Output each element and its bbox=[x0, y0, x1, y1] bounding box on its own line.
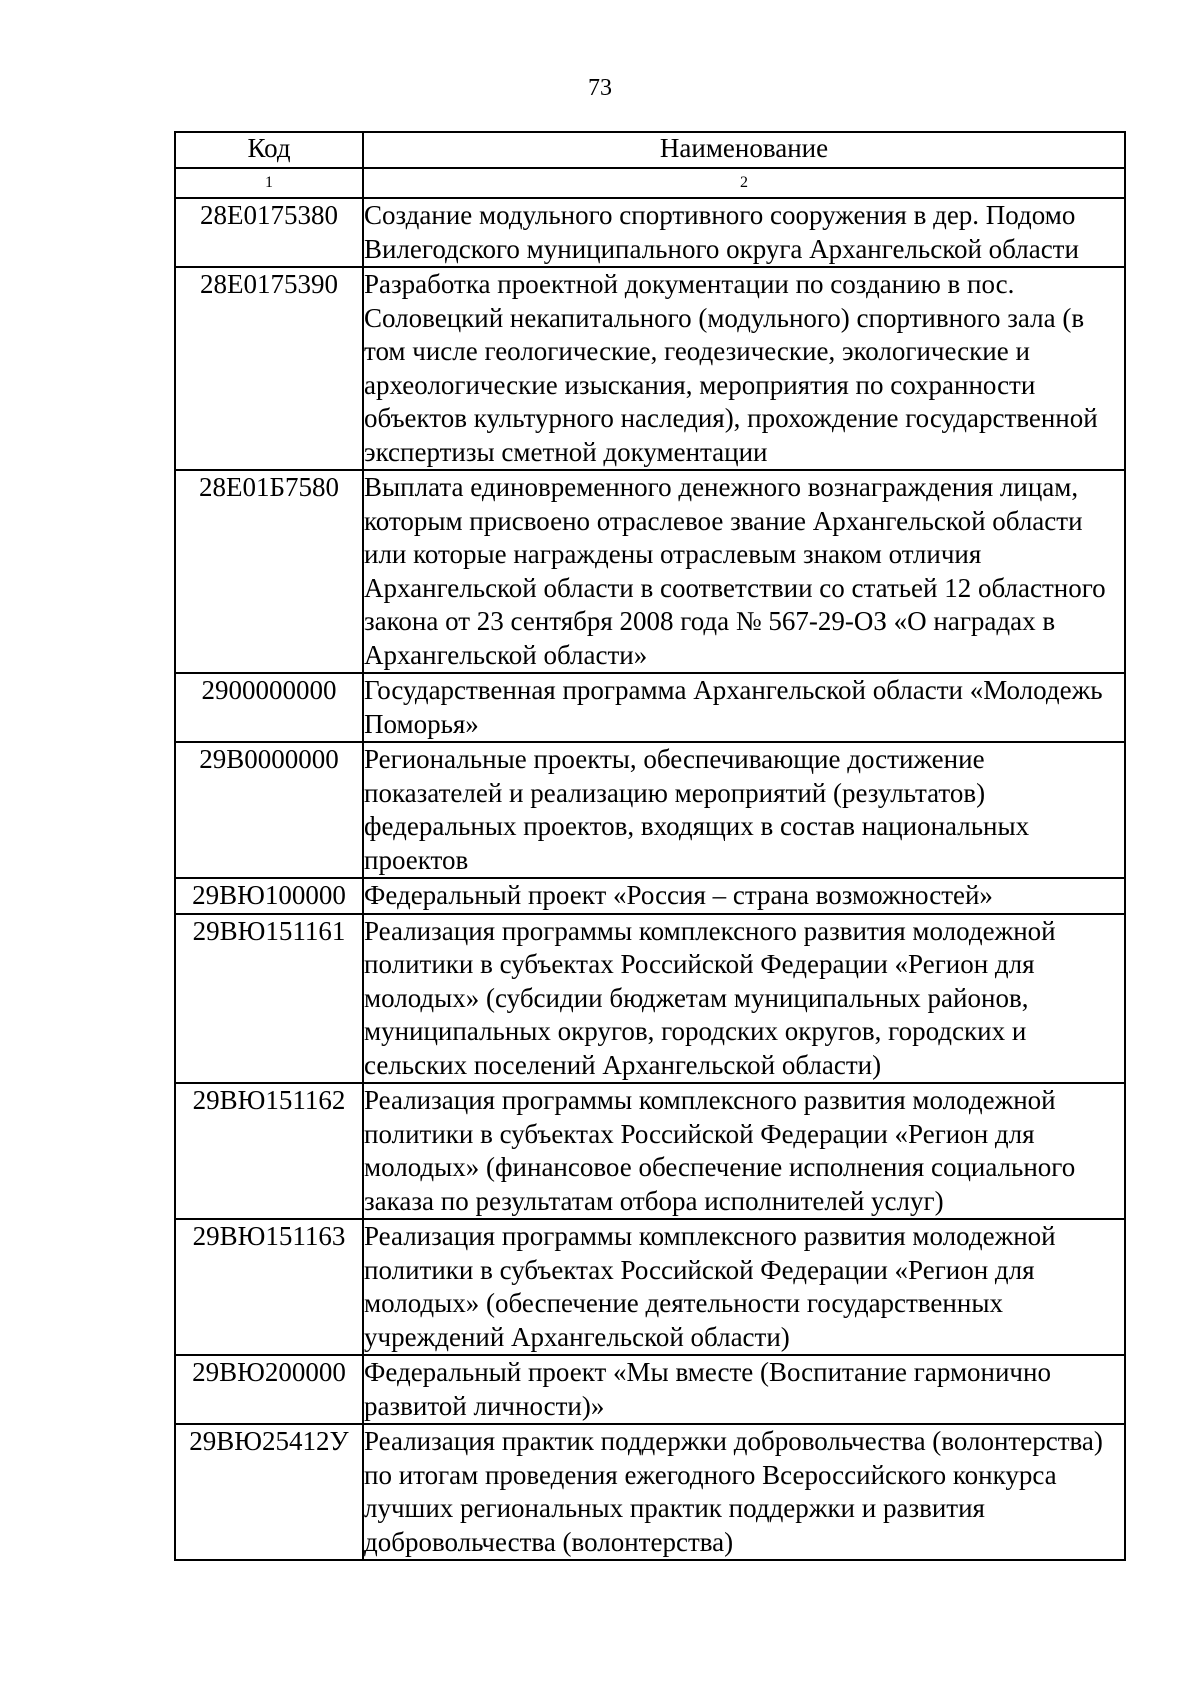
row-name: Разработка проектной документации по созданию в пос. Соловецкий некапитального (модульного) спортивного зала (в том числе геологические, геодезические, экологические и археологические изыскания, мероприятия по сохранности объектов культурного наследия), прохождение государственной экспертизы сметной документации bbox=[363, 267, 1125, 470]
table-body bbox=[175, 198, 1125, 1560]
row-name: Выплата единовременного денежного вознаграждения лицам, которым присвоено отраслевое звание Архангельской области или которые награждены отраслевым знаком отличия Архангельской области в соответствии со статьей 12 областного закона от 23 сентября 2008 года № 567-29-ОЗ «О наградах в Архангельской области» bbox=[363, 470, 1125, 673]
row-name: Создание модульного спортивного сооружения в дер. Подомо Вилегодского муниципального округа Архангельской области bbox=[363, 198, 1125, 267]
row-code: 29ВЮ151163 bbox=[175, 1219, 363, 1355]
table-row bbox=[175, 1424, 1125, 1560]
row-name: Федеральный проект «Мы вместе (Воспитание гармонично развитой личности)» bbox=[363, 1355, 1125, 1424]
page-number: 73 bbox=[588, 75, 612, 101]
row-code: 29ВЮ100000 bbox=[175, 878, 363, 914]
table-row bbox=[175, 1083, 1125, 1219]
column-number-name: 2 bbox=[363, 168, 1125, 198]
budget-codes-table bbox=[174, 131, 1126, 1561]
row-code: 29В0000000 bbox=[175, 742, 363, 878]
table-row bbox=[175, 267, 1125, 470]
table-row bbox=[175, 673, 1125, 742]
row-code: 29ВЮ200000 bbox=[175, 1355, 363, 1424]
row-code: 28Е0175380 bbox=[175, 198, 363, 267]
row-code: 29ВЮ151162 bbox=[175, 1083, 363, 1219]
row-name: Реализация программы комплексного развития молодежной политики в субъектах Российской Федерации «Регион для молодых» (субсидии бюджетам муниципальных районов, муниципальных округов, городских округов, городских и сельских поселений Архангельской области) bbox=[363, 914, 1125, 1084]
column-number-row bbox=[175, 168, 1125, 198]
row-code: 28Е01Б7580 bbox=[175, 470, 363, 673]
table-row bbox=[175, 470, 1125, 673]
header-code: Код bbox=[175, 132, 363, 168]
row-code: 2900000000 bbox=[175, 673, 363, 742]
table-row bbox=[175, 1355, 1125, 1424]
table-row bbox=[175, 914, 1125, 1084]
table-row bbox=[175, 742, 1125, 878]
table-row bbox=[175, 878, 1125, 914]
row-code: 28Е0175390 bbox=[175, 267, 363, 470]
column-number-code: 1 bbox=[175, 168, 363, 198]
table-header bbox=[175, 132, 1125, 198]
row-name: Реализация программы комплексного развития молодежной политики в субъектах Российской Федерации «Регион для молодых» (финансовое обеспечение исполнения социального заказа по результатам отбора исполнителей услуг) bbox=[363, 1083, 1125, 1219]
table-row bbox=[175, 1219, 1125, 1355]
row-code: 29ВЮ25412У bbox=[175, 1424, 363, 1560]
header-row bbox=[175, 132, 1125, 168]
row-name: Реализация программы комплексного развития молодежной политики в субъектах Российской Федерации «Регион для молодых» (обеспечение деятельности государственных учреждений Архангельской области) bbox=[363, 1219, 1125, 1355]
row-name: Федеральный проект «Россия – страна возможностей» bbox=[363, 878, 1125, 914]
table-row bbox=[175, 198, 1125, 267]
row-name: Государственная программа Архангельской области «Молодежь Поморья» bbox=[363, 673, 1125, 742]
row-name: Реализация практик поддержки добровольчества (волонтерства) по итогам проведения ежегодного Всероссийского конкурса лучших региональных практик поддержки и развития добровольчества (волонтерства) bbox=[363, 1424, 1125, 1560]
row-name: Региональные проекты, обеспечивающие достижение показателей и реализацию мероприятий (результатов) федеральных проектов, входящих в состав национальных проектов bbox=[363, 742, 1125, 878]
header-name: Наименование bbox=[363, 132, 1125, 168]
row-code: 29ВЮ151161 bbox=[175, 914, 363, 1084]
